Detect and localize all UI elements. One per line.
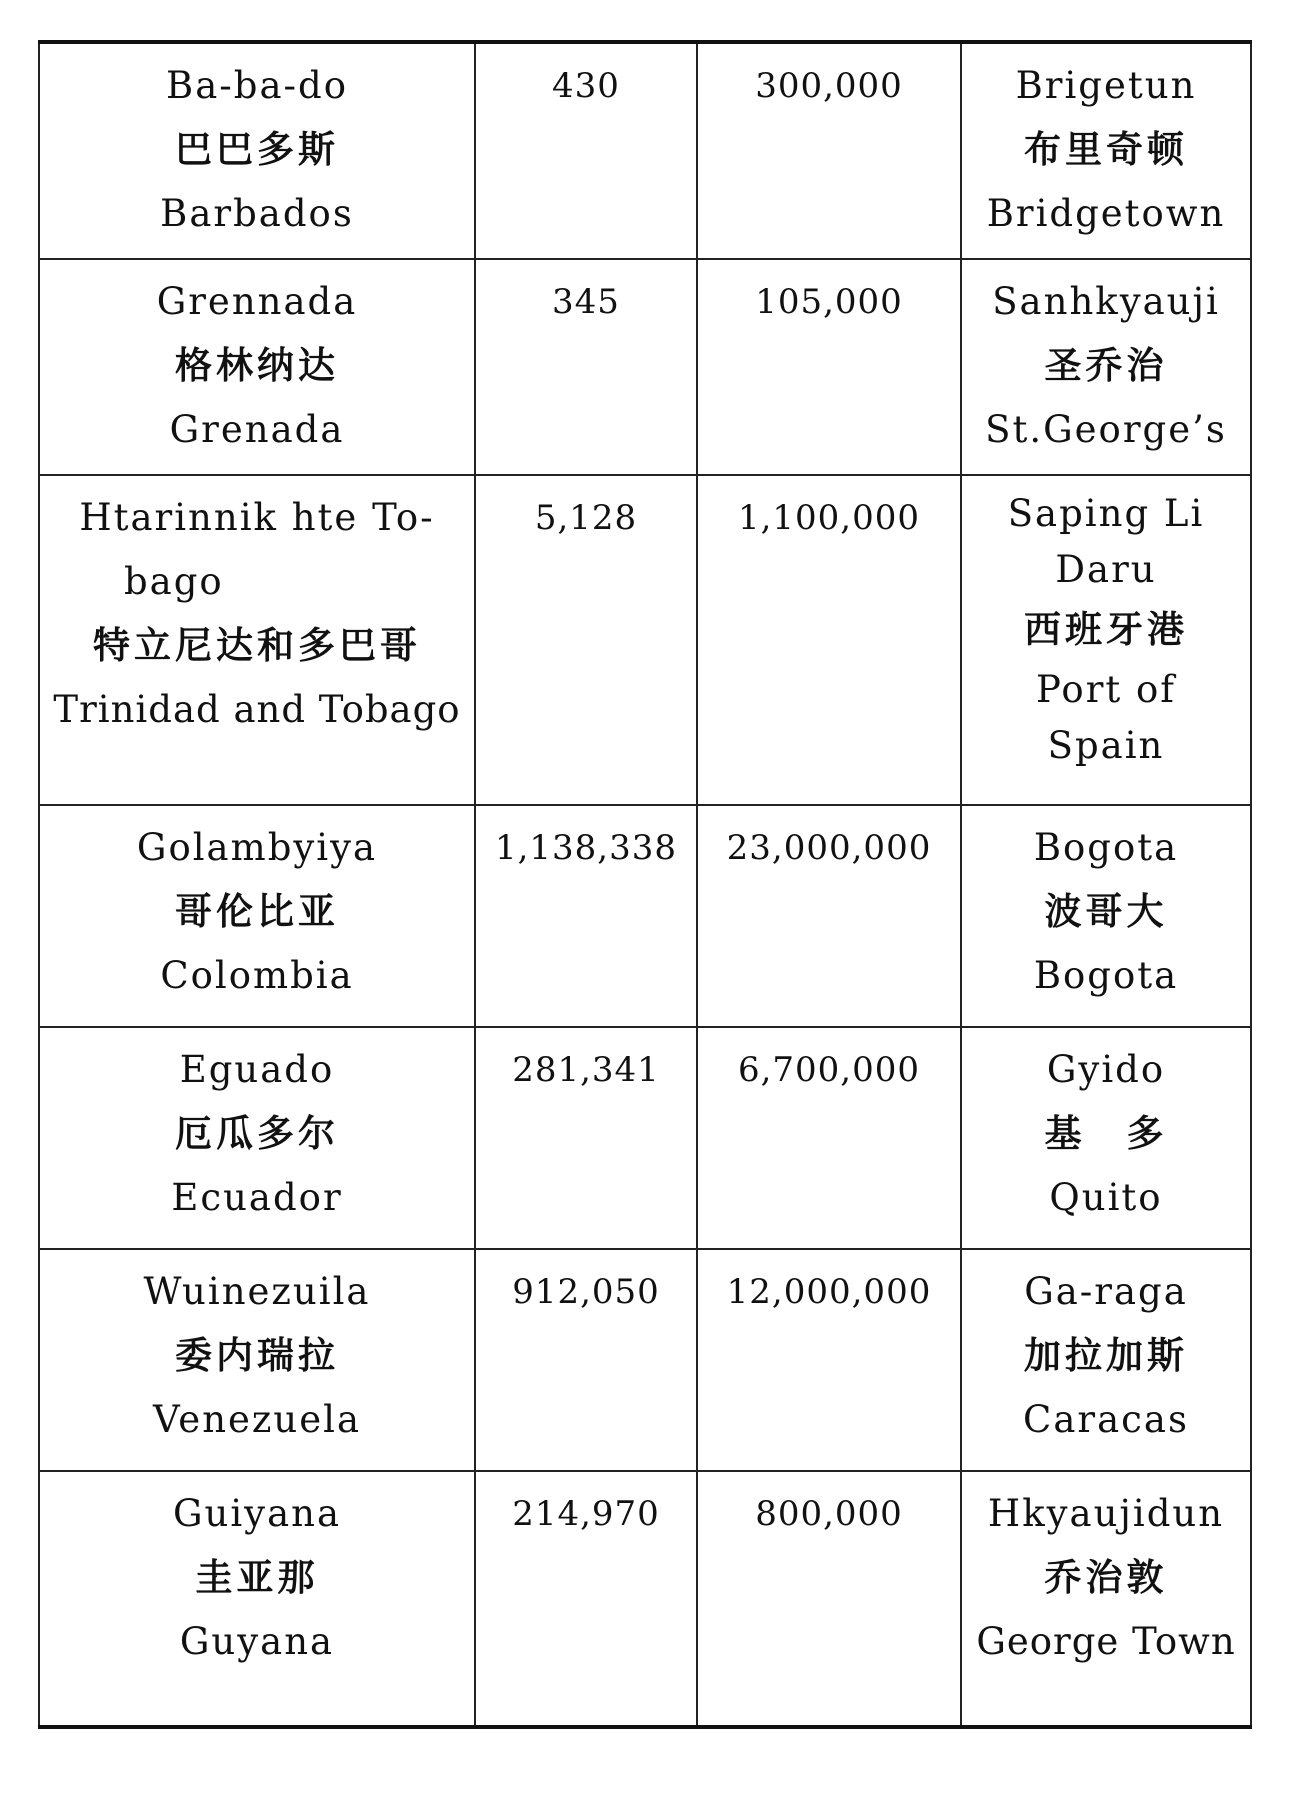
population-value: 1,100,000: [737, 498, 921, 538]
capital-local-name: Saping Li: [1007, 492, 1205, 535]
table-row: [39, 1027, 1251, 1249]
english-name: Barbados: [160, 192, 354, 235]
capital-local-name: Gyido: [1046, 1048, 1166, 1091]
english-name: Guyana: [179, 1620, 335, 1663]
area-cell: [475, 42, 697, 259]
capital-local-name: Sanhkyauji: [992, 280, 1220, 323]
country-name-cell: [39, 42, 475, 259]
capital-cell: [961, 1471, 1251, 1727]
english-name: Colombia: [160, 954, 354, 997]
area-cell: [475, 1249, 697, 1471]
capital-english-name: Bridgetown: [986, 192, 1226, 235]
chinese-name: 巴巴多斯: [175, 128, 339, 171]
chinese-name: 圭亚那: [195, 1556, 319, 1599]
table-row: [39, 259, 1251, 475]
area-value: 1,138,338: [494, 828, 678, 868]
area-value: 912,050: [512, 1272, 660, 1312]
capital-english-name: St.George’s: [985, 408, 1227, 451]
capital-chinese-name: 基 多: [1044, 1112, 1168, 1155]
country-name-cell: [39, 1027, 475, 1249]
country-name-cell: [39, 475, 475, 805]
capital-english-name: Port of: [1036, 668, 1176, 711]
local-name: Guiyana: [172, 1492, 342, 1535]
table-row: [39, 1249, 1251, 1471]
capital-chinese-name: 圣乔治: [1044, 344, 1168, 387]
english-name: Venezuela: [152, 1398, 362, 1441]
english-name: Trinidad and Tobago: [53, 688, 461, 731]
chinese-name: 委内瑞拉: [175, 1334, 339, 1377]
area-cell: [475, 259, 697, 475]
table-row: [39, 42, 1251, 259]
area-cell: [475, 475, 697, 805]
capital-local-name: Bogota: [1033, 826, 1179, 869]
local-name: Golambyiya: [136, 826, 378, 869]
capital-local-name: Brigetun: [1015, 64, 1197, 107]
local-name: Eguado: [179, 1048, 335, 1091]
capital-cell: [961, 475, 1251, 805]
area-value: 345: [552, 282, 620, 322]
area-cell: [475, 805, 697, 1027]
english-name: Grenada: [169, 408, 345, 451]
area-value: 281,341: [512, 1050, 660, 1090]
population-cell: [697, 42, 961, 259]
population-cell: [697, 1027, 961, 1249]
capital-english-name: Bogota: [1033, 954, 1179, 997]
population-cell: [697, 1249, 961, 1471]
area-cell: [475, 1027, 697, 1249]
population-value: 300,000: [755, 66, 903, 106]
chinese-name: 格林纳达: [175, 344, 339, 387]
capital-cell: [961, 1027, 1251, 1249]
table-row: [39, 805, 1251, 1027]
local-name: Ba-ba-do: [166, 64, 348, 107]
capital-chinese-name: 布里奇顿: [1024, 128, 1188, 171]
capital-english-name: George Town: [976, 1620, 1236, 1663]
area-value: 214,970: [512, 1494, 660, 1534]
country-name-cell: [39, 805, 475, 1027]
population-value: 6,700,000: [737, 1050, 921, 1090]
population-value: 800,000: [755, 1494, 903, 1534]
population-value: 23,000,000: [726, 828, 932, 868]
capital-cell: [961, 259, 1251, 475]
capital-cell: [961, 805, 1251, 1027]
population-cell: [697, 805, 961, 1027]
population-value: 12,000,000: [726, 1272, 932, 1312]
table-row: [39, 1471, 1251, 1727]
population-cell: [697, 475, 961, 805]
area-value: 5,128: [534, 498, 638, 538]
country-table: [38, 40, 1252, 1729]
local-name: Htarinnik hte To-: [79, 496, 435, 539]
area-cell: [475, 1471, 697, 1727]
table-row: [39, 475, 1251, 805]
chinese-name: 厄瓜多尔: [175, 1112, 339, 1155]
population-cell: [697, 259, 961, 475]
country-name-cell: [39, 259, 475, 475]
capital-english-name: Quito: [1049, 1176, 1163, 1219]
capital-local-name: Hkyaujidun: [987, 1492, 1225, 1535]
capital-chinese-name: 乔治敦: [1044, 1556, 1168, 1599]
population-cell: [697, 1471, 961, 1727]
capital-cell: [961, 42, 1251, 259]
local-name: Grennada: [156, 280, 358, 323]
capital-local-name-continued: Daru: [1055, 548, 1157, 591]
chinese-name: 哥伦比亚: [175, 890, 339, 933]
capital-local-name: Ga-raga: [1024, 1270, 1188, 1313]
capital-english-name: Caracas: [1023, 1398, 1189, 1441]
chinese-name: 特立尼达和多巴哥: [93, 624, 421, 667]
local-name-continued: bago: [124, 560, 224, 603]
english-name: Ecuador: [171, 1176, 343, 1219]
population-value: 105,000: [755, 282, 903, 322]
country-table-page: [38, 40, 1250, 1740]
local-name: Wuinezuila: [143, 1270, 371, 1313]
capital-cell: [961, 1249, 1251, 1471]
capital-chinese-name: 波哥大: [1044, 890, 1168, 933]
capital-english-name-continued: Spain: [1047, 724, 1165, 767]
country-name-cell: [39, 1471, 475, 1727]
country-name-cell: [39, 1249, 475, 1471]
area-value: 430: [552, 66, 620, 106]
capital-chinese-name: 西班牙港: [1024, 608, 1188, 651]
capital-chinese-name: 加拉加斯: [1024, 1334, 1188, 1377]
